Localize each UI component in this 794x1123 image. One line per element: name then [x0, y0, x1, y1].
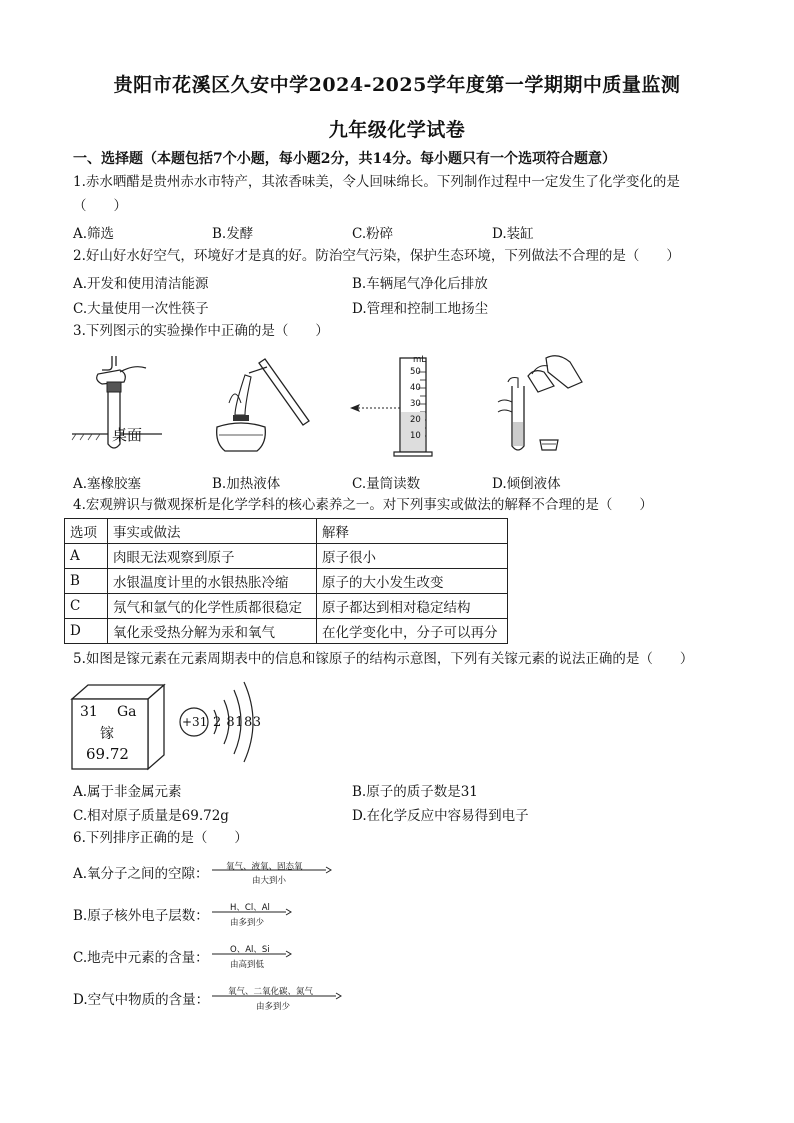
- q3-option-a: A.塞橡胶塞: [73, 476, 142, 492]
- q6-option-a-below: 由大到小: [252, 876, 287, 886]
- table-row: [65, 619, 508, 644]
- row-option: C: [65, 594, 108, 619]
- q5-option-c: C.相对原子质量是69.72g: [73, 808, 229, 824]
- q6-option-c-below: 由高到低: [230, 960, 265, 970]
- desk-label: 桌面: [112, 426, 143, 444]
- row-fact: 肉眼无法观察到原子: [108, 544, 317, 569]
- q1-option-a: A.筛选: [73, 226, 115, 242]
- arrow-icon: [212, 950, 292, 958]
- cylinder-tick-50: 50: [410, 367, 421, 377]
- arrow-icon: [212, 908, 292, 916]
- table-row: [65, 544, 508, 569]
- section-heading: 一、选择题（本题包括7个小题，每小题2分，共14分。每小题只有一个选项符合题意）: [73, 151, 616, 167]
- row-fact: 水银温度计里的水银热胀冷缩: [108, 569, 317, 594]
- element-atomic-number: 31: [80, 704, 98, 720]
- q4-table: [64, 518, 508, 644]
- row-explanation: 原子都达到相对稳定结构: [317, 594, 508, 619]
- cylinder-tick-40: 40: [410, 383, 421, 393]
- q6-option-b-label: B.原子核外电子层数：: [73, 908, 209, 924]
- q3-option-d: D.倾倒液体: [492, 476, 561, 492]
- exam-title: 贵阳市花溪区久安中学2024-2025学年度第一学期期中质量监测: [113, 74, 681, 96]
- table-row: [65, 594, 508, 619]
- row-explanation: 原子很小: [317, 544, 508, 569]
- figure-pouring-liquid: [488, 352, 588, 462]
- q3-option-c: C.量筒读数: [352, 476, 421, 492]
- element-name: 镓: [100, 726, 114, 742]
- q4-stem: 4.宏观辨识与微观探析是化学学科的核心素养之一。对下列事实或做法的解释不合理的是（ ）: [73, 497, 653, 513]
- q3-stem: 3.下列图示的实验操作中正确的是（ ）: [73, 323, 329, 339]
- q5-option-a: A.属于非金属元素: [73, 784, 182, 800]
- row-explanation: 在化学变化中，分子可以再分: [317, 619, 508, 644]
- table-row: [65, 569, 508, 594]
- cylinder-tick-30: 30: [410, 399, 421, 409]
- q6-option-d-above: 氧气、二氧化碳、氮气: [228, 987, 314, 997]
- q3-option-b: B.加热液体: [212, 476, 281, 492]
- q2-stem: 2.好山好水好空气，环境好才是真的好。防治空气污染，保护生态环境，下列做法不合理的是（ ）: [73, 248, 680, 264]
- row-option: A: [65, 544, 108, 569]
- row-fact: 氖气和氩气的化学性质都很稳定: [108, 594, 317, 619]
- row-option: D: [65, 619, 108, 644]
- atom-shell-electrons: 2 8183: [213, 715, 262, 730]
- header-fact: 事实或做法: [108, 519, 317, 544]
- row-explanation: 原子的大小发生改变: [317, 569, 508, 594]
- q1-option-c: C.粉碎: [352, 226, 394, 242]
- figure-graduated-cylinder: [348, 352, 438, 464]
- cylinder-unit: mL: [413, 355, 427, 365]
- q2-option-c: C.大量使用一次性筷子: [73, 301, 209, 317]
- element-symbol: Ga: [117, 704, 137, 720]
- header-option: 选项: [65, 519, 108, 544]
- figure-stopper-tube: [72, 352, 162, 462]
- cylinder-tick-20: 20: [410, 415, 421, 425]
- row-fact: 氧化汞受热分解为汞和氧气: [108, 619, 317, 644]
- q6-option-c-label: C.地壳中元素的含量：: [73, 950, 209, 966]
- q5-option-d: D.在化学反应中容易得到电子: [352, 808, 529, 824]
- q2-option-d: D.管理和控制工地扬尘: [352, 301, 489, 317]
- q1-option-d: D.装缸: [492, 226, 534, 242]
- q1-option-b: B.发酵: [212, 226, 254, 242]
- q6-option-b-above: H、Cl、Al: [230, 903, 270, 913]
- row-option: B: [65, 569, 108, 594]
- header-explanation: 解释: [317, 519, 508, 544]
- q5-stem: 5.如图是镓元素在元素周期表中的信息和镓原子的结构示意图，下列有关镓元素的说法正确的是（ ）: [73, 651, 694, 667]
- q6-option-d-below: 由多到少: [256, 1002, 291, 1012]
- q5-option-b: B.原子的质子数是31: [352, 784, 478, 800]
- arrow-icon: [212, 992, 342, 1000]
- arrow-icon: [212, 866, 332, 874]
- cylinder-tick-10: 10: [410, 431, 421, 441]
- table-header-row: [65, 519, 508, 544]
- element-atomic-mass: 69.72: [86, 745, 129, 763]
- q1-stem: 1.赤水晒醋是贵州赤水市特产，其浓香味美，令人回味绵长。下列制作过程中一定发生了化学变化的是: [73, 174, 680, 190]
- q6-option-a-above: 氧气、液氧、固态氧: [226, 862, 303, 872]
- q2-option-a: A.开发和使用清洁能源: [73, 276, 209, 292]
- q6-option-b-below: 由多到少: [230, 918, 265, 928]
- atom-nucleus: +31: [182, 715, 208, 729]
- figure-heating-liquid: [205, 355, 315, 465]
- q6-option-c-above: O、Al、Si: [230, 945, 270, 955]
- q6-stem: 6.下列排序正确的是（ ）: [73, 830, 248, 846]
- q2-option-b: B.车辆尾气净化后排放: [352, 276, 488, 292]
- q6-option-d-label: D.空气中物质的含量：: [73, 992, 210, 1008]
- q6-option-a-label: A.氧分子之间的空隙：: [73, 866, 209, 882]
- q1-blank: （ ）: [73, 198, 127, 214]
- exam-subtitle: 九年级化学试卷: [328, 119, 466, 141]
